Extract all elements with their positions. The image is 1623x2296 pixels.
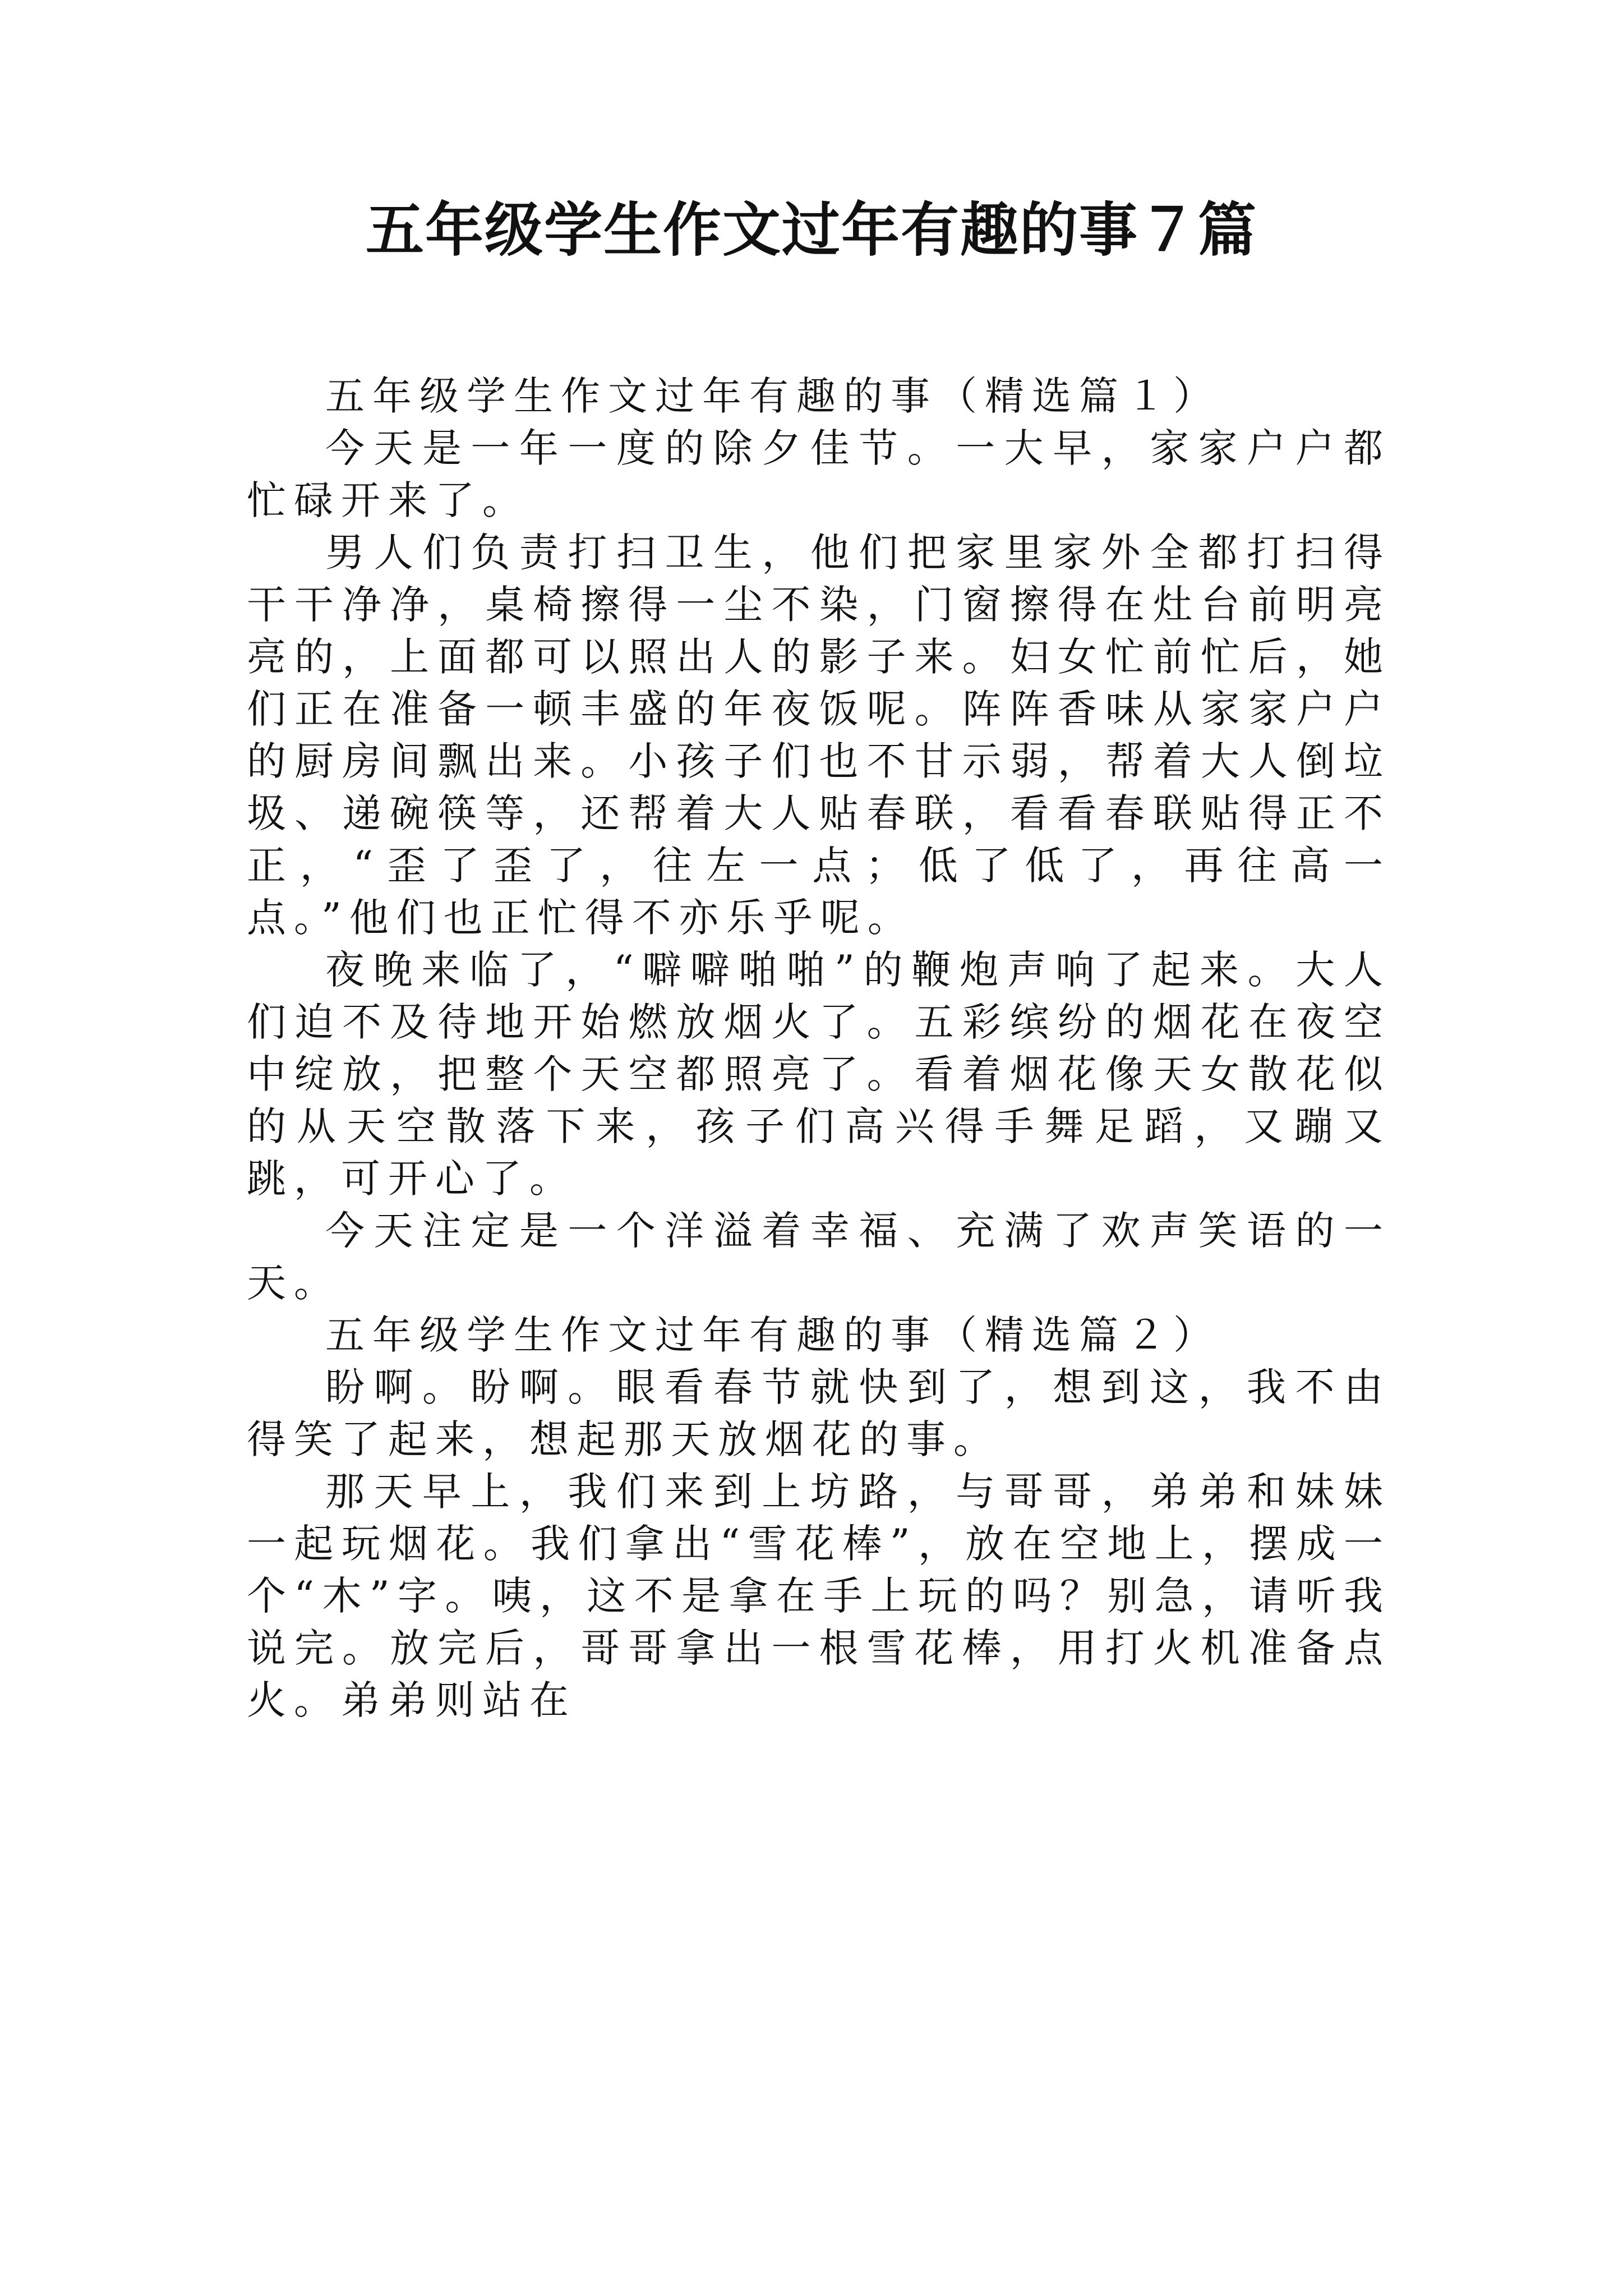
paragraph: 男人们负责打扫卫生，他们把家里家外全都打扫得干干净净，桌椅擦得一尘不染，门窗擦得在灶台前明亮亮的，上面都可以照出人的影子来。妇女忙前忙后，她们正在准备一顿丰盛的年夜饭呢。阵阵香味从家家户户的厨房间飘出来。小孩子们也不甘示弱，帮着大人倒垃圾、递碗筷等，还帮着大人贴春联，看看春联贴得正不正，“歪了歪了，往左一点；低了低了，再往高一点。”他们也正忙得不亦乐乎呢。 xyxy=(247,530,1391,941)
paragraph: 今天注定是一个洋溢着幸福、充满了欢声笑语的一天。 xyxy=(247,1208,1391,1306)
paragraph: 今天是一年一度的除夕佳节。一大早，家家户户都忙碌开来了。 xyxy=(247,425,1391,523)
document-title: 五年级学生作文过年有趣的事７篇 xyxy=(365,195,1257,264)
paragraph: 那天早上，我们来到上坊路，与哥哥，弟弟和妹妹一起玩烟花。我们拿出“雪花棒”，放在空地上，摆成一个“木”字。咦，这不是拿在手上玩的吗？别急，请听我说完。放完后，哥哥拿出一根雪花棒，用打火机准备点火。弟弟则站在 xyxy=(247,1469,1391,1723)
section-heading-1: 五年级学生作文过年有趣的事（精选篇１） xyxy=(325,373,1220,419)
paragraph: 盼啊。盼啊。眼看春节就快到了，想到这，我不由得笑了起来，想起那天放烟花的事。 xyxy=(247,1364,1391,1462)
section-heading-2: 五年级学生作文过年有趣的事（精选篇２） xyxy=(325,1312,1220,1358)
paragraph: 夜晚来临了，“噼噼啪啪”的鞭炮声响了起来。大人们迫不及待地开始燃放烟火了。五彩缤纷的烟花在夜空中绽放，把整个天空都照亮了。看着烟花像天女散花似的从天空散落下来，孩子们高兴得手舞足蹈，又蹦又跳，可开心了。 xyxy=(247,947,1391,1202)
document-body xyxy=(247,370,1391,1727)
